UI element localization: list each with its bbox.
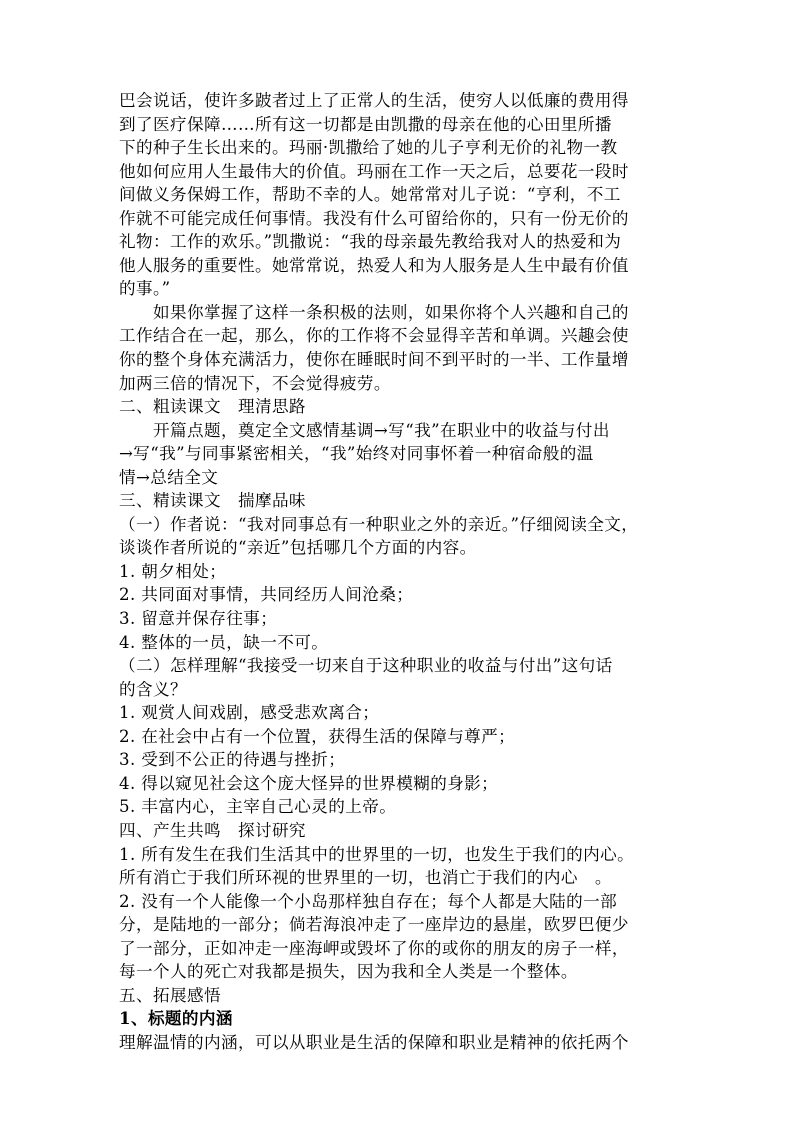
section-heading: 三、精读课文 揣摩品味 <box>119 491 306 511</box>
paragraph-line: 的事。” <box>119 279 171 299</box>
paragraph-line: 他人服务的重要性。她常常说，热爱人和为人服务是人生中最有价值 <box>119 255 629 275</box>
paragraph-line: 作就不可能完成任何事情。我没有什么可留给你的，只有一份无价的 <box>119 208 629 228</box>
paragraph-line: 的含义？ <box>119 679 187 699</box>
question-line: （二）怎样理解“我接受一切来自于这种职业的收益与付出”这句话 <box>119 656 613 676</box>
paragraph-line: 每一个人的死亡对我都是损失，因为我和全人类是一个整体。 <box>119 962 578 982</box>
list-item: 3. 留意并保存往事； <box>119 609 278 629</box>
paragraph-line: 所有消亡于我们所环视的世界里的一切，也消亡于我们的内心 。 <box>119 868 612 888</box>
list-item: 4. 整体的一员，缺一不可。 <box>119 632 329 652</box>
paragraph-line: 情→总结全文 <box>119 467 219 487</box>
section-heading: 四、产生共鸣 探讨研究 <box>119 820 306 840</box>
paragraph-line: 下的种子生长出来的。玛丽·凯撒给了她的儿子亨利无价的礼物一教 <box>119 138 618 158</box>
list-item: 5. 丰富内心，主宰自己心灵的上帝。 <box>119 797 397 817</box>
list-item: 2. 共同面对事情，共同经历人间沧桑； <box>119 585 414 605</box>
paragraph-line: 礼物：工作的欢乐。”凯撒说：“我的母亲最先教给我对人的热爱和为 <box>119 232 622 252</box>
list-item: 2. 没有一个人能像一个小岛那样独自存在；每个人都是大陆的一部 <box>119 891 618 911</box>
body-text <box>119 89 679 1054</box>
paragraph-line: 理解温情的内涵，可以从职业是生活的保障和职业是精神的依托两个 <box>119 1032 629 1052</box>
paragraph-line: 到了医疗保障……所有这一切都是由凯撒的母亲在他的心田里所播 <box>119 114 612 134</box>
subheading: 1、标题的内涵 <box>119 1008 233 1029</box>
section-heading: 二、粗读课文 理清思路 <box>119 397 306 417</box>
list-item: 3. 受到不公正的待遇与挫折； <box>119 750 346 770</box>
section-heading: 五、拓展感悟 <box>119 985 221 1005</box>
paragraph-line: 你的整个身体充满活力，使你在睡眠时间不到平时的一半、工作量增 <box>119 350 629 370</box>
paragraph-line: 巴会说话，使许多跛者过上了正常人的生活，使穷人以低廉的费用得 <box>119 91 629 110</box>
paragraph-line: →写“我”与同事紧密相关，“我”始终对同事怀着一种宿命般的温 <box>119 444 594 464</box>
list-item: 4. 得以窥见社会这个庞大怪异的世界模糊的身影； <box>119 773 499 793</box>
paragraph-line: 开篇点题，奠定全文感情基调→写“我”在职业中的收益与付出 <box>153 420 610 440</box>
list-item: 1. 所有发生在我们生活其中的世界里的一切，也发生于我们的内心。 <box>119 844 635 864</box>
list-item: 2. 在社会中占有一个位置，获得生活的保障与尊严； <box>119 726 516 746</box>
paragraph-line: 间做义务保姆工作，帮助不幸的人。她常常对儿子说：“亨利，不工 <box>119 185 621 205</box>
paragraph-line: 谈谈作者所说的“亲近”包括哪几个方面的内容。 <box>119 538 477 558</box>
paragraph-line: 了一部分，正如冲走一座海岬或毁坏了你的或你的朋友的房子一样， <box>119 938 629 958</box>
list-item: 1. 观赏人间戏剧，感受悲欢离合； <box>119 703 380 723</box>
paragraph-line: 分，是陆地的一部分；倘若海浪冲走了一座岸边的悬崖，欧罗巴便少 <box>119 915 629 935</box>
paragraph-line: 工作结合在一起，那么，你的工作将不会显得辛苦和单调。兴趣会使 <box>119 326 629 346</box>
paragraph-line: 如果你掌握了这样一条积极的法则，如果你将个人兴趣和自己的 <box>153 302 629 322</box>
list-item: 1. 朝夕相处； <box>119 561 227 581</box>
paragraph-line: 加两三倍的情况下，不会觉得疲劳。 <box>119 373 391 393</box>
paragraph-line: 他如何应用人生最伟大的价值。玛丽在工作一天之后，总要花一段时 <box>119 161 629 181</box>
question-line: （一）作者说：“我对同事总有一种职业之外的亲近。”仔细阅读全文， <box>119 514 639 534</box>
